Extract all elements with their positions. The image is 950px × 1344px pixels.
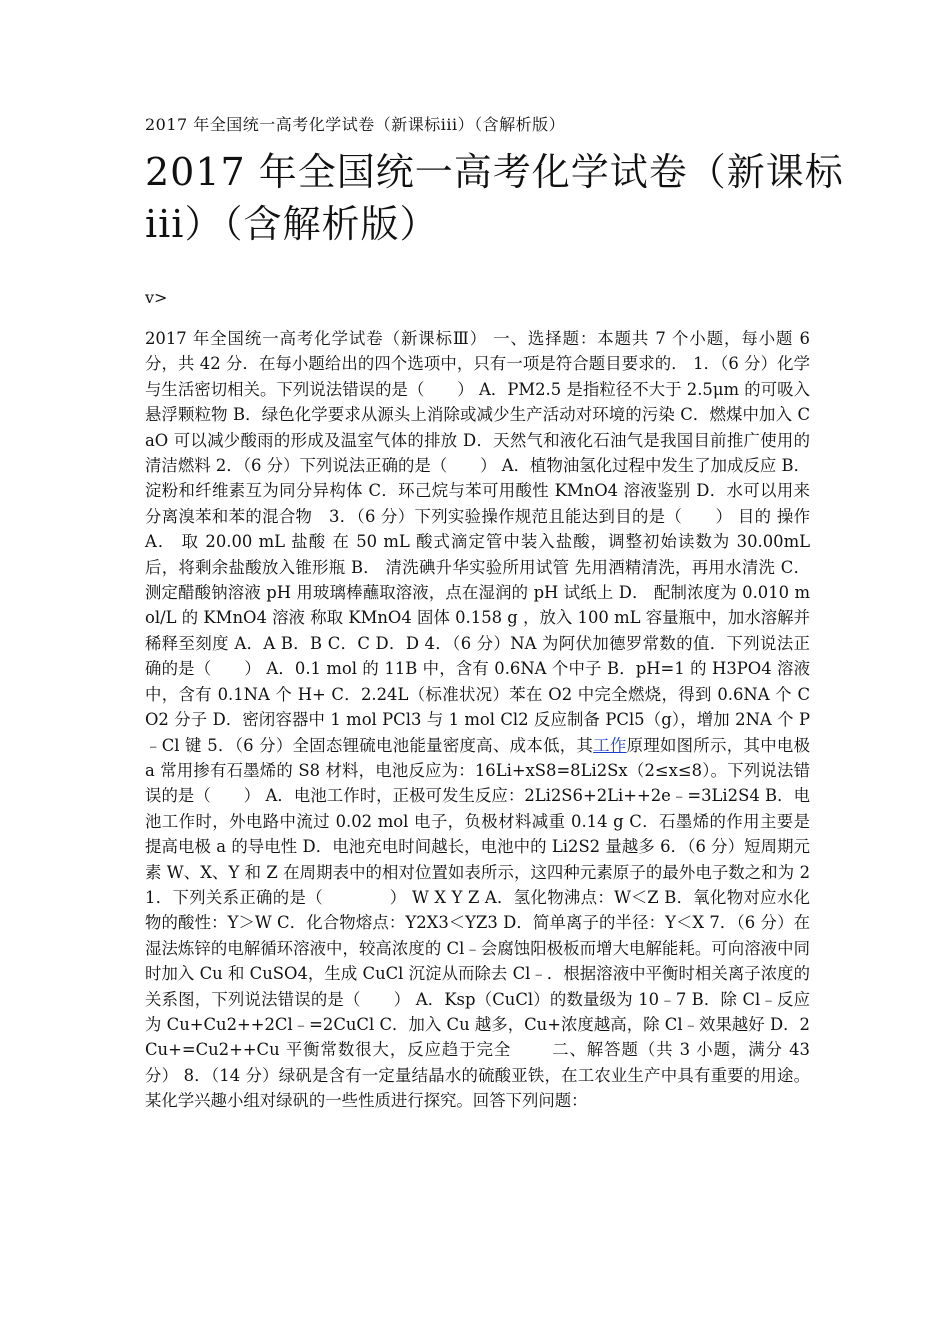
document-header: 2017 年全国统一高考化学试卷（新课标iii）（含解析版） xyxy=(145,115,566,134)
document-title: 2017 年全国统一高考化学试卷（新课标iii）（含解析版） xyxy=(145,150,844,246)
body-text-part-2: 原理如图所示，其中电极 a 常用掺有石墨烯的 S8 材料，电池反应为：16Li+xS8=8Li2Sx（2≤x≤8）。下列说法错误的是（ ） A．电池工作时，正极可发生反应：2Li2S6+2Li++2e﹣=3Li2S4 B．电池工作时，外电路中流过 0.02 mol 电子，负极材料减重 0.14 g C．石墨烯的作用主要是提高电极 a 的导电性 D．电池充电时间越长，电池中的 Li2S2 量越多 6．（6 分）短周期元素 W、X、Y 和 Z 在周期表中的相对位置如表所示，这四种元素原子的最外电子数之和为 21．下列关系正确的是（ ） W X Y Z A．氢化物沸点：W＜Z B．氧化物对应水化物的酸性：Y＞W C．化合物熔点：Y2X3＜YZ3 D．简单离子的半径：Y＜X 7．（6 分）在湿法炼锌的电解循环溶液中，较高浓度的 Cl﹣会腐蚀阳极板而增大电解能耗。可向溶液中同时加入 Cu 和 CuSO4，生成 CuCl 沉淀从而除去 Cl﹣．根据溶液中平衡时相关离子浓度的关系图，下列说法错误的是（ ） A．Ksp（CuCl）的数量级为 10﹣7 B．除 Cl﹣反应为 Cu+Cu2++2Cl﹣=2CuCl C．加入 Cu 越多，Cu+浓度越高，除 Cl﹣效果越好 D．2Cu+=Cu2++Cu 平衡常数很大，反应趋于完全 二、解答题（共 3 小题，满分 43 分） 8．（14 分）绿矾是含有一定量结晶水的硫酸亚铁，在工农业生产中具有重要的用途。某化学兴趣小组对绿矾的一些性质进行探究。回答下列问题： xyxy=(145,735,810,1111)
body-text-part-1: 2017 年全国统一高考化学试卷（新课标Ⅲ） 一、选择题：本题共 7 个小题，每小题 6 分，共 42 分．在每小题给出的四个选项中，只有一项是符合题目要求的． 1．（6 分）化学与生活密切相关。下列说法错误的是（ ） A．PM2.5 是指粒径不大于 2.5μm 的可吸入悬浮颗粒物 B．绿色化学要求从源头上消除或减少生产活动对环境的污染 C．燃煤中加入 CaO 可以减少酸雨的形成及温室气体的排放 D．天然气和液化石油气是我国目前推广使用的清洁燃料 2．（6 分）下列说法正确的是（ ） A．植物油氢化过程中发生了加成反应 B．淀粉和纤维素互为同分异构体 C．环己烷与苯可用酸性 KMnO4 溶液鉴别 D．水可以用来分离溴苯和苯的混合物 3．（6 分）下列实验操作规范且能达到目的是（ ） 目的 操作 A． 取 20.00 mL 盐酸 在 50 mL 酸式滴定管中装入盐酸，调整初始读数为 30.00mL 后，将剩余盐酸放入锥形瓶 B． 清洗碘升华实验所用试管 先用酒精清洗，再用水清洗 C． 测定醋酸钠溶液 pH 用玻璃棒蘸取溶液，点在湿润的 pH 试纸上 D． 配制浓度为 0.010 mol/L 的 KMnO4 溶液 称取 KMnO4 固体 0.158 g ，放入 100 mL 容量瓶中，加水溶解并稀释至刻度 A．A B．B C．C D．D 4．（6 分）NA 为阿伏加德罗常数的值．下列说法正确的是（ ） A．0.1 mol 的 11B 中，含有 0.6NA 个中子 B．pH=1 的 H3PO4 溶液中，含有 0.1NA 个 H+ C．2.24L（标准状况）苯在 O2 中完全燃烧，得到 0.6NA 个 CO2 分子 D．密闭容器中 1 mol PCl3 与 1 mol Cl2 反应制备 PCl5（g），增加 2NA 个 P﹣Cl 键 5．（6 分）全固态锂硫电池能量密度高、成本低，其 xyxy=(145,329,810,755)
page-marker: v> xyxy=(145,288,168,307)
work-link[interactable]: 工作 xyxy=(593,735,627,755)
document-body xyxy=(145,326,810,1114)
